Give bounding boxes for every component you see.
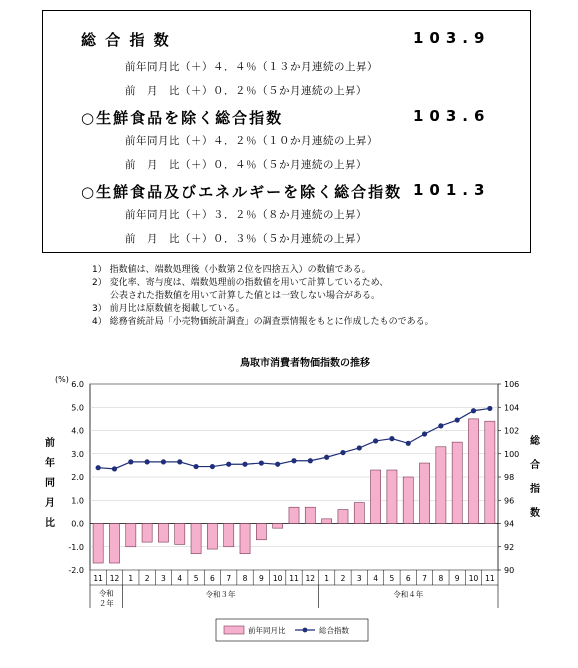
footnote: 2） 変化率、寄与度は、端数処理前の指数値を用いて計算しているため、	[92, 278, 389, 288]
legend-label: 前年同月比	[248, 626, 286, 635]
x-tick-label: 7	[226, 574, 232, 583]
line-point	[471, 408, 476, 413]
tick-label-right: 104	[504, 403, 520, 413]
tick-label-right: 100	[504, 449, 520, 459]
line-point	[487, 406, 492, 411]
line-point	[291, 458, 296, 463]
x-tick-label: 9	[454, 574, 460, 583]
x-tick-label: 6	[405, 574, 411, 583]
summary-box	[42, 10, 531, 253]
x-tick-label: 5	[389, 574, 395, 583]
x-tick-label: 11	[93, 574, 103, 583]
bar	[403, 477, 413, 524]
bar	[485, 421, 495, 523]
footnote: 1） 指数値は、端数処理後（小数第２位を四捨五入）の数値である。	[92, 265, 371, 275]
tick-label-left: 0.0	[71, 519, 84, 529]
line-point	[193, 464, 198, 469]
bar	[93, 524, 103, 564]
line-point	[324, 455, 329, 460]
x-tick-label: 6	[210, 574, 215, 583]
summary-value-core-core: 101.3	[413, 181, 491, 199]
tick-label-right: 90	[504, 566, 515, 575]
x-tick-label: 8	[242, 574, 248, 583]
bar	[354, 503, 364, 524]
x-tick-label: 10	[272, 574, 283, 583]
tick-label-left: -1.0	[68, 542, 84, 552]
x-tick-label: 12	[109, 574, 120, 583]
legend-label: 総合指数	[319, 626, 349, 635]
footnote: 3） 前月比は原数値を掲載している。	[92, 304, 245, 314]
chart-title: 鳥取市消費者物価指数の推移	[240, 358, 370, 369]
line-point	[145, 459, 150, 464]
line-point	[96, 465, 101, 470]
tick-label-left: -2.0	[68, 566, 84, 575]
tick-label-right: 106	[504, 380, 520, 389]
x-tick-label: 11	[485, 574, 495, 583]
bar	[436, 447, 446, 524]
x-tick-label: 9	[258, 574, 264, 583]
legend	[216, 619, 368, 641]
line-point	[210, 464, 215, 469]
summary-title-core-core: ○生鮮食品及びエネルギーを除く総合指数	[81, 183, 403, 201]
line-point	[455, 417, 460, 422]
bar	[387, 470, 397, 523]
x-tick-label: 12	[305, 574, 316, 583]
tick-label-right: 98	[504, 473, 515, 482]
footnotes	[92, 264, 434, 329]
line-point	[112, 466, 117, 471]
x-tick-label: 4	[177, 574, 183, 583]
line-point	[340, 450, 345, 455]
bar	[273, 524, 283, 529]
tick-label-left: 5.0	[71, 403, 84, 413]
x-tick-label: 5	[193, 574, 199, 583]
bar	[224, 524, 234, 547]
bar	[338, 510, 348, 524]
summary-title-total: 総 合 指 数	[81, 31, 171, 49]
line-point	[422, 431, 427, 436]
line-point	[389, 436, 394, 441]
x-tick-label: 7	[422, 574, 427, 583]
bar	[420, 463, 430, 523]
y-axis-label-right	[530, 434, 541, 519]
tick-label-left: 3.0	[71, 449, 84, 459]
summary-value-core: 103.6	[413, 107, 491, 125]
line-point	[177, 459, 182, 464]
line-point	[373, 438, 378, 443]
x-tick-label: 2	[340, 574, 346, 583]
bar	[468, 419, 478, 524]
axis-label-char: 数	[530, 508, 540, 519]
x-tick-label: 11	[289, 574, 299, 583]
summary-mom-total: 前 月 比（＋）０．２％（５か月連続の上昇）	[125, 85, 367, 97]
bar	[175, 524, 185, 545]
line-point	[226, 462, 231, 467]
x-tick-label: 4	[373, 574, 378, 583]
summary-mom-core-core: 前 月 比（＋）０．３％（５か月連続の上昇）	[125, 233, 367, 245]
tick-label-left: 1.0	[71, 496, 84, 506]
line-point	[406, 441, 411, 446]
x-tick-label: 1	[128, 574, 134, 583]
axis-label-char: 前	[45, 438, 55, 449]
y-axis-label-left	[45, 436, 55, 529]
bar	[240, 524, 250, 554]
summary-value-total: 103.9	[413, 29, 491, 47]
bar	[322, 519, 332, 524]
axis-label-char: 同	[45, 478, 55, 489]
axis-label-char: 指	[530, 484, 540, 495]
tick-label-left: 6.0	[71, 380, 84, 389]
x-tick-label: 10	[468, 574, 479, 583]
line-point	[128, 459, 133, 464]
year-group-label: ２年	[98, 599, 114, 608]
footnote: 4） 総務省統計局「小売物価統計調査」の調査票情報をもとに作成したものである。	[92, 317, 434, 327]
x-tick-label: 2	[144, 574, 150, 583]
tick-label-left: 2.0	[71, 473, 84, 482]
tick-label-right: 96	[504, 496, 515, 506]
axis-label-char: 総	[530, 436, 540, 447]
summary-title-core: ○生鮮食品を除く総合指数	[81, 109, 284, 127]
summary-mom-core: 前 月 比（＋）０．４％（５か月連続の上昇）	[125, 159, 367, 171]
bar	[305, 507, 315, 523]
line-point	[242, 462, 247, 467]
x-tick-label: 8	[438, 574, 444, 583]
bar	[126, 524, 136, 547]
summary-yoy-core: 前年同月比（＋）４．２％（１０か月連続の上昇）	[125, 135, 378, 147]
bar	[142, 524, 152, 543]
axis-label-char: 年	[45, 458, 55, 469]
axis-label-char: 比	[45, 518, 55, 529]
line-point	[357, 445, 362, 450]
x-tick-label: 3	[356, 574, 362, 583]
year-group-label: 令和	[98, 589, 114, 598]
x-tick-label: 3	[161, 574, 166, 583]
year-group-label: 令和３年	[205, 590, 236, 599]
line-point	[275, 462, 280, 467]
line-point	[161, 459, 166, 464]
footnote: 公表された指数値を用いて計算した値とは一致しない場合がある。	[92, 291, 381, 301]
bar	[289, 507, 299, 523]
cpi-chart	[0, 340, 578, 662]
legend-swatch-marker	[303, 628, 308, 633]
year-group-label: 令和４年	[393, 590, 424, 599]
bar	[158, 524, 168, 543]
tick-label-left: 4.0	[71, 426, 84, 436]
summary-yoy-core-core: 前年同月比（＋）３．２％（８か月連続の上昇）	[125, 209, 367, 221]
bar	[191, 524, 201, 554]
axis-label-char: 合	[530, 460, 540, 471]
tick-label-right: 102	[504, 426, 520, 436]
tick-label-right: 94	[504, 519, 515, 529]
tick-label-right: 92	[504, 542, 515, 552]
unit-label: (%)	[55, 375, 69, 384]
line-point	[308, 458, 313, 463]
bar	[371, 470, 381, 523]
bar	[256, 524, 266, 540]
line-point	[438, 423, 443, 428]
summary-yoy-total: 前年同月比（＋）４．４％（１３か月連続の上昇）	[125, 61, 378, 73]
line-point	[259, 460, 264, 465]
x-tick-label: 1	[324, 574, 330, 583]
axis-label-char: 月	[45, 498, 55, 509]
bar	[109, 524, 119, 564]
bar	[207, 524, 217, 550]
bar	[452, 442, 462, 523]
legend-swatch-bar	[224, 626, 244, 634]
